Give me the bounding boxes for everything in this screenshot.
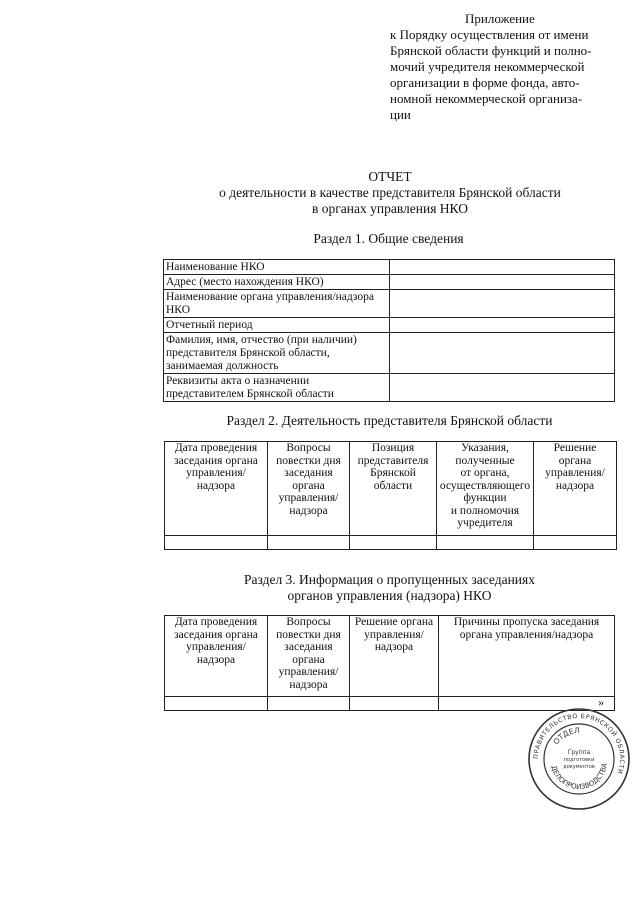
closing-quote: » [439, 697, 615, 711]
table-cell-value [390, 318, 615, 333]
report-title: ОТЧЕТ [368, 169, 412, 184]
table-cell [534, 536, 617, 550]
table-cell-value [390, 275, 615, 290]
appendix-line: Брянской области функций и полно- [390, 43, 592, 58]
stamp-dept-text: ОТДЕЛ [551, 725, 581, 747]
table-row [164, 374, 615, 402]
report-subtitle: в органах управления НКО [312, 201, 468, 216]
table-cell-value [390, 260, 615, 275]
table-cell [268, 536, 350, 550]
column-header: Указания, полученные от органа, осуществляющего функции и полномочия учредителя [437, 442, 534, 536]
appendix-line: мочий учредителя некоммерческой [390, 59, 585, 74]
report-subtitle: о деятельности в качестве представителя Брянской области [219, 185, 561, 200]
appendix-line: к Порядку осуществления от имени [390, 27, 589, 42]
column-header: Дата проведения заседания органа управления/ надзора [165, 616, 268, 697]
table-row [165, 536, 617, 550]
table-cell [268, 697, 350, 711]
column-header: Позиция представителя Брянской области [350, 442, 437, 536]
appendix-title: Приложение [465, 11, 535, 26]
table-cell [165, 697, 268, 711]
general-info-table [163, 259, 615, 402]
table-cell [437, 536, 534, 550]
table-row [164, 260, 615, 275]
table-cell-label: Отчетный период [164, 318, 390, 333]
column-header: Дата проведения заседания органа управления/ надзора [165, 442, 268, 536]
table-header-row [165, 442, 617, 536]
table-row [164, 333, 615, 374]
table-cell-value [390, 374, 615, 402]
section1-title: Раздел 1. Общие сведения [313, 231, 464, 246]
table-cell-label: Адрес (место нахождения НКО) [164, 275, 390, 290]
missed-meetings-table [164, 615, 615, 711]
stamp-seal [527, 707, 631, 811]
report-heading [150, 169, 630, 217]
column-header: Причины пропуска заседания органа управления/надзора [439, 616, 615, 697]
column-header: Решение органа управления/ надзора [350, 616, 439, 697]
table-cell-label: Реквизиты акта о назначении представителем Брянской области [164, 374, 390, 402]
table-cell-label: Фамилия, имя, отчество (при наличии) представителя Брянской области, занимаемая должность [164, 333, 390, 374]
stamp-inner-line: подготовки [563, 757, 595, 763]
table-row [164, 290, 615, 318]
table-cell-label: Наименование НКО [164, 260, 390, 275]
section3-title: Раздел 3. Информация о пропущенных заседаниях органов управления (надзора) НКО [244, 572, 535, 603]
table-cell-value [390, 333, 615, 374]
table-cell [165, 536, 268, 550]
table-row [164, 275, 615, 290]
column-header: Вопросы повестки дня заседания органа управления/ надзора [268, 616, 350, 697]
column-header: Вопросы повестки дня заседания органа управления/ надзора [268, 442, 350, 536]
table-row [164, 318, 615, 333]
table-cell-value [390, 290, 615, 318]
stamp-ring-text: ПРАВИТЕЛЬСТВО БРЯНСКОЙ ОБЛАСТИ [532, 712, 626, 775]
stamp-dept2-text: ДЕЛОПРОИЗВОДСТВА [549, 762, 609, 792]
appendix-line: организации в форме фонда, авто- [390, 75, 580, 90]
activity-table [164, 441, 617, 550]
appendix-line: номной некоммерческой организа- [390, 91, 583, 106]
stamp-inner-line: документов [563, 764, 595, 770]
stamp-inner-line: Группа [567, 749, 591, 756]
table-cell [350, 697, 439, 711]
column-header: Решение органа управления/ надзора [534, 442, 617, 536]
appendix-block [390, 11, 630, 123]
table-cell [350, 536, 437, 550]
table-header-row [165, 616, 615, 697]
table-cell-label: Наименование органа управления/надзора НКО [164, 290, 390, 318]
section2-title: Раздел 2. Деятельность представителя Брянской области [226, 413, 553, 428]
appendix-line: ции [390, 107, 411, 122]
